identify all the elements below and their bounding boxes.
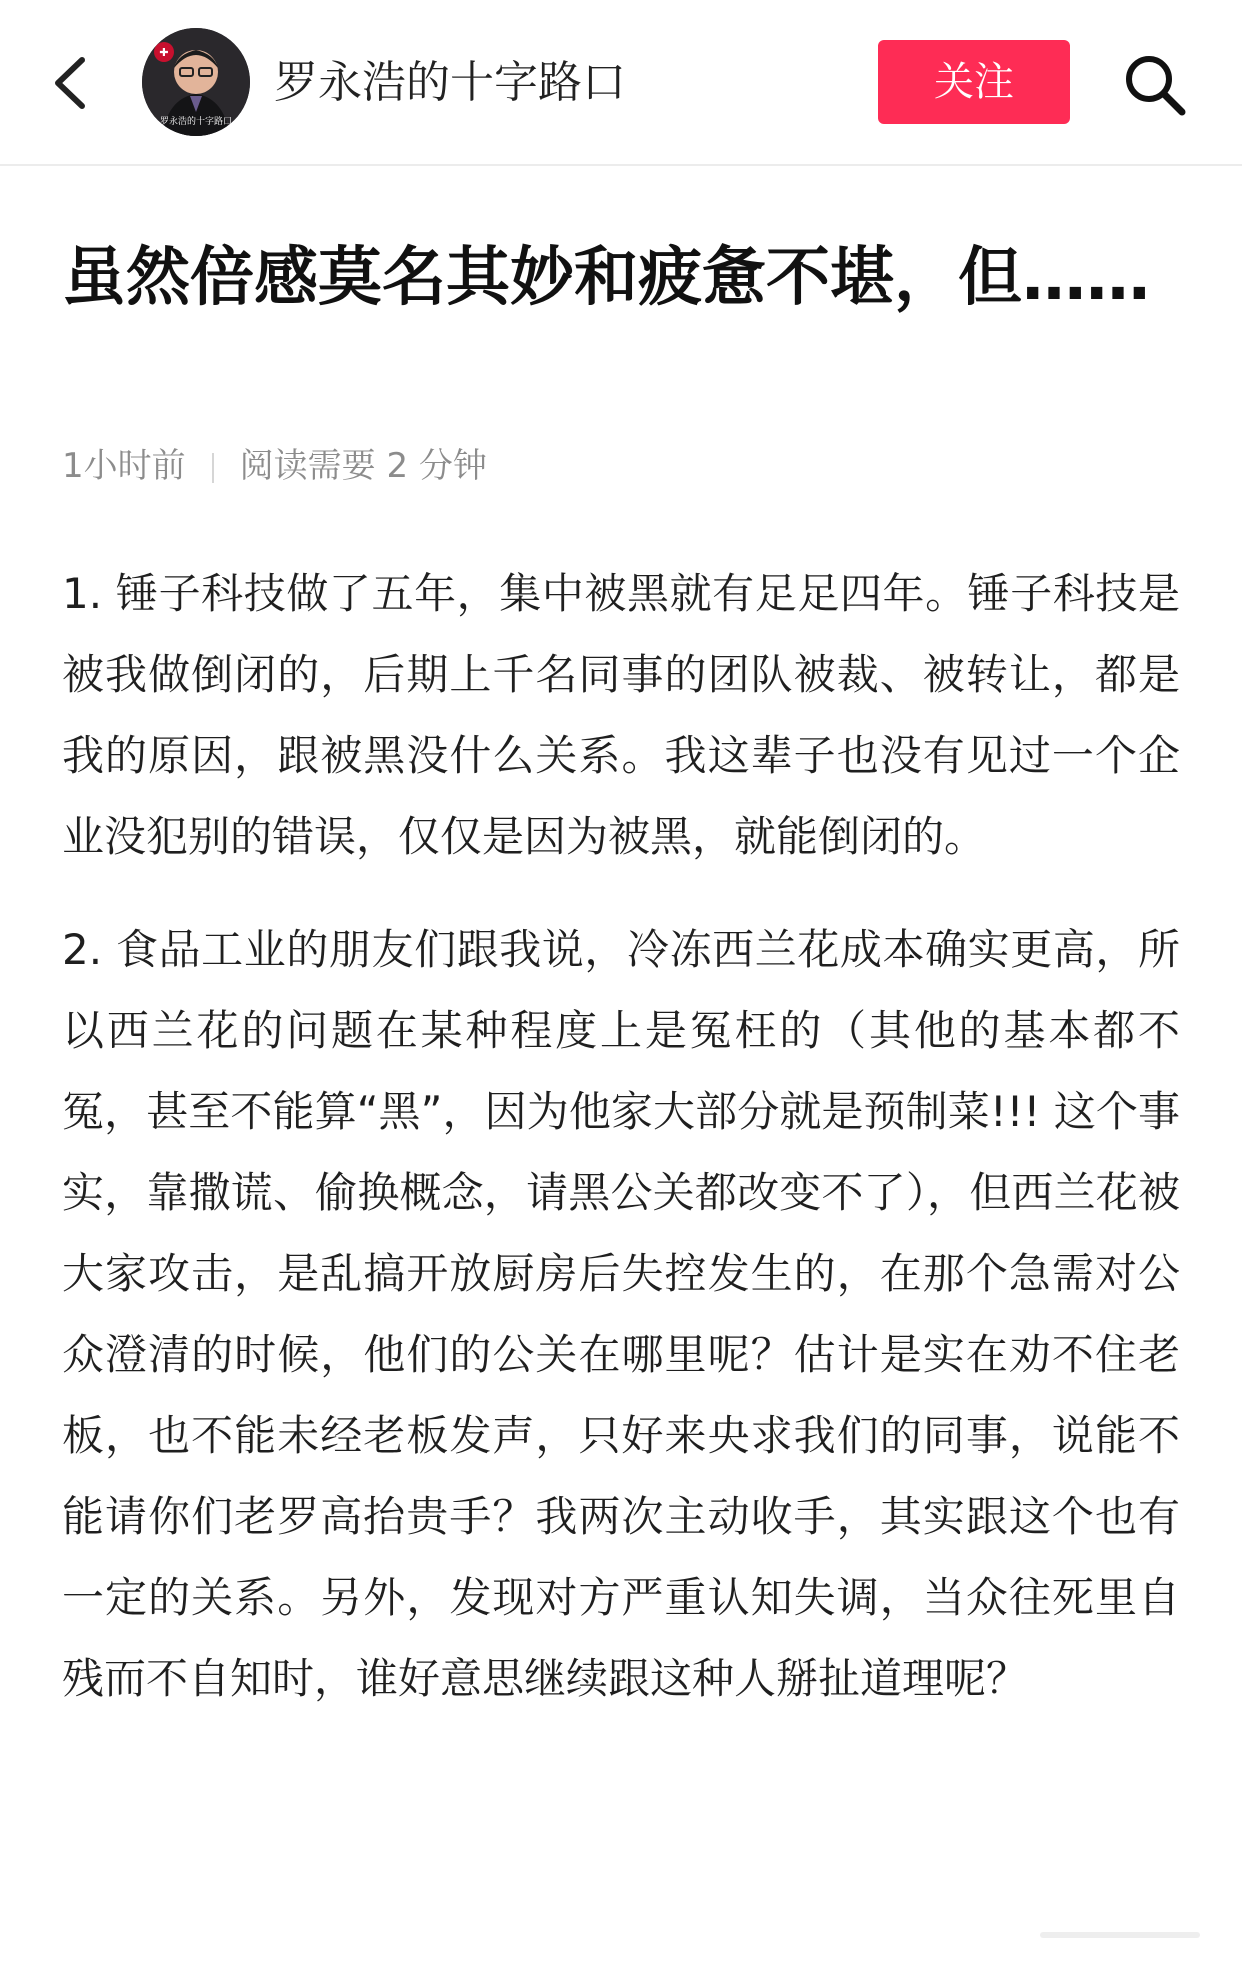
article-title: 虽然倍感莫名其妙和疲惫不堪，但…… xyxy=(62,241,1150,315)
author-name[interactable]: 罗永浩的十字路口 xyxy=(274,57,626,108)
watermark-strip xyxy=(1040,1930,1200,1940)
article-paragraph-1: 1. 锤子科技做了五年，集中被黑就有足足四年。锤子科技是被我做倒闭的，后期上千名同事的团队被裁、被转让，都是我的原因，跟被黑没什么关系。我这辈子也没有见过一个企业没犯别的错误，仅仅是因为被黑，就能倒闭的。 xyxy=(62,569,1180,861)
search-button[interactable] xyxy=(1122,52,1188,118)
publish-time: 1小时前 xyxy=(62,446,186,486)
article-body xyxy=(62,553,1180,1751)
top-nav-bar xyxy=(0,0,1242,166)
author-avatar[interactable] xyxy=(142,28,250,136)
article-paragraph-2: 2. 食品工业的朋友们跟我说，冷冻西兰花成本确实更高，所以西兰花的问题在某种程度上是冤枉的（其他的基本都不冤，甚至不能算“黑”，因为他家大部分就是预制菜!!! 这个事实，靠撒谎、偷换概念，请黑公关都改变不了），但西兰花被大家攻击，是乱搞开放厨房后失控发生的，在那个急需对公众澄清的时候，他们的公关在哪里呢？估计是实在劝不住老板，也不能未经老板发声，只好来央求我们的同事，说能不能请你们老罗高抬贵手？我两次主动收手，其实跟这个也有一定的关系。另外，发现对方严重认知失调，当众往死里自残而不自知时，谁好意思继续跟这种人掰扯道理呢？ xyxy=(62,925,1180,1703)
article-meta xyxy=(62,440,487,492)
read-time: 阅读需要 2 分钟 xyxy=(239,446,487,486)
chevron-left-icon xyxy=(44,48,104,118)
follow-button[interactable]: 关注 xyxy=(878,40,1070,124)
avatar-caption: 罗永浩的十字路口 xyxy=(159,117,232,127)
back-button[interactable] xyxy=(44,48,104,118)
meta-divider xyxy=(212,453,214,483)
svg-text:✚: ✚ xyxy=(159,46,169,59)
search-icon xyxy=(1122,52,1188,118)
